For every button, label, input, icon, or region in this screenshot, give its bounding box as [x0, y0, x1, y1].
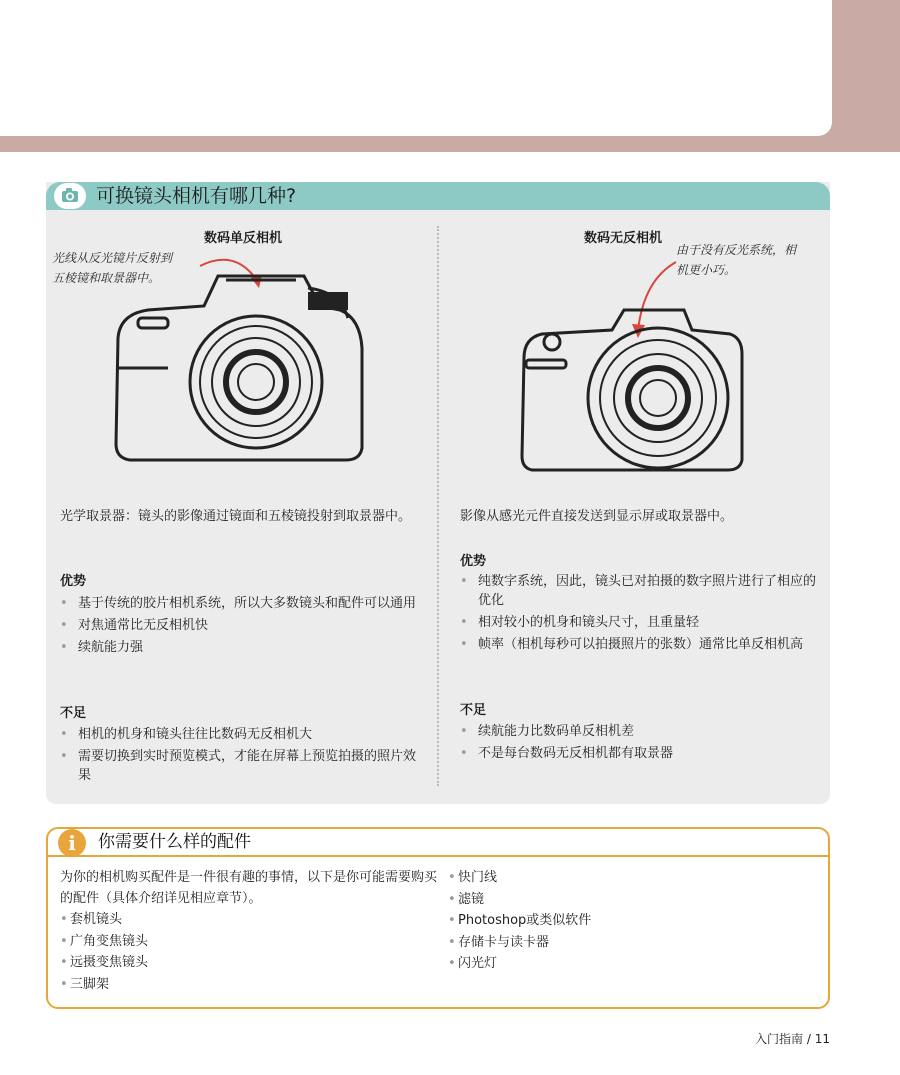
list-item: • 不是每台数码无反相机都有取景器 — [460, 744, 820, 763]
list-item: • 帧率（相机每秒可以拍摄照片的张数）通常比单反相机高 — [460, 635, 820, 654]
mirrorless-camera-illustration — [516, 250, 752, 474]
dslr-pros-label: 优势 — [60, 574, 87, 589]
mirrorless-title: 数码无反相机 — [584, 231, 663, 246]
list-item: • 套机镜头 — [60, 909, 420, 931]
list-item: • 续航能力比数码单反相机差 — [460, 722, 820, 741]
mirrorless-note: 由于没有反光系统，相 机更小巧。 — [676, 243, 797, 277]
dslr-camera-illustration — [108, 248, 368, 470]
dslr-description: 光学取景器：镜头的影像通过镜面和五棱镜投射到取景器中。 — [60, 509, 412, 524]
info-icon: i — [58, 829, 86, 857]
dslr-pros-list — [60, 594, 422, 660]
list-item: • 纯数字系统，因此，镜头已对拍摄的数字照片进行了相应的优化 — [460, 572, 820, 610]
list-item: • 快门线 — [448, 867, 788, 889]
dslr-title: 数码单反相机 — [204, 231, 283, 246]
list-item: • 相对较小的机身和镜头尺寸，且重量轻 — [460, 613, 820, 632]
accessories-title: 你需要什么样的配件 — [98, 832, 251, 852]
list-item: • 广角变焦镜头 — [60, 931, 420, 953]
top-blank-panel — [0, 0, 832, 136]
list-item: • 基于传统的胶片相机系统，所以大多数镜头和配件可以通用 — [60, 594, 422, 613]
accessories-intro: 为你的相机购买配件是一件很有趣的事情，以下是你可能需要购买的配件（具体介绍详见相应章节）。 — [60, 870, 438, 906]
accessories-list-right — [448, 867, 788, 975]
mirrorless-description: 影像从感光元件直接发送到显示屏或取景器中。 — [460, 509, 734, 524]
column-divider — [437, 226, 439, 786]
mirrorless-cons-list — [460, 722, 820, 766]
list-item: • 远摄变焦镜头 — [60, 952, 420, 974]
dslr-note: 光线从反光镜片反射到 五棱镜和取景器中。 — [52, 251, 173, 285]
mirrorless-pros-label: 优势 — [460, 554, 487, 569]
list-item: • 三脚架 — [60, 974, 420, 996]
mirrorless-pros-list — [460, 572, 820, 657]
dslr-cons-list — [60, 725, 422, 788]
list-item: • Photoshop或类似软件 — [448, 910, 788, 932]
camera-types-title: 可换镜头相机有哪几种? — [96, 185, 297, 207]
list-item: • 滤镜 — [448, 889, 788, 911]
list-item: • 相机的机身和镜头往往比数码无反相机大 — [60, 725, 422, 744]
page-footer: 入门指南 / 11 — [755, 1032, 830, 1046]
dslr-cons-label: 不足 — [60, 706, 87, 721]
list-item: • 闪光灯 — [448, 953, 788, 975]
list-item: • 需要切换到实时预览模式，才能在屏幕上预览拍摄的照片效果 — [60, 747, 422, 785]
list-item: • 续航能力强 — [60, 638, 422, 657]
list-item: • 存储卡与读卡器 — [448, 932, 788, 954]
mirrorless-cons-label: 不足 — [460, 703, 487, 718]
list-item: • 对焦通常比无反相机快 — [60, 616, 422, 635]
accessories-list-left — [60, 909, 420, 995]
camera-icon — [54, 183, 86, 209]
